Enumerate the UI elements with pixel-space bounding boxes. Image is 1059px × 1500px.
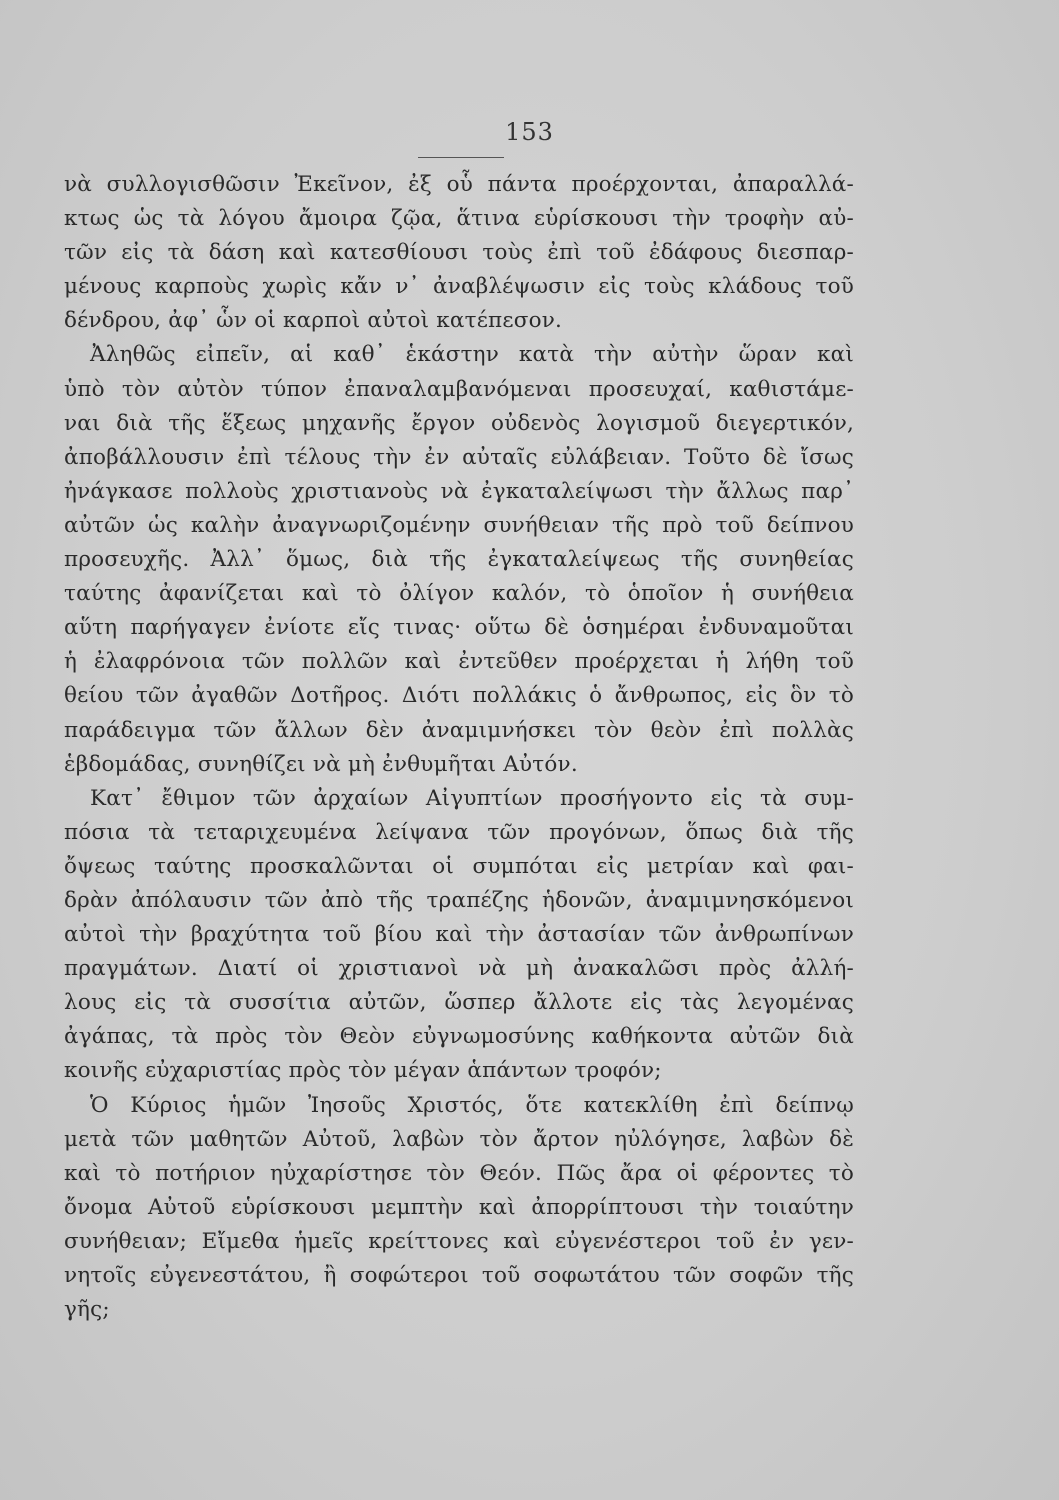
text-line: κοινῆς εὐχαριστίας πρὸς τὸν μέγαν ἁπάντων τροφόν; — [64, 1058, 662, 1084]
page-number: 153 — [505, 118, 554, 146]
text-line: ἀγάπας, τὰ πρὸς τὸν Θεὸν εὐγνωμοσύνης καθήκοντα αὐτῶν διὰ — [64, 1024, 854, 1050]
text-line: νὰ συλλογισθῶσιν Ἐκεῖνον, ἐξ οὗ πάντα προέρχονται, ἀπαραλλά- — [64, 172, 854, 197]
text-line: πόσια τὰ τεταριχευμένα λείψανα τῶν προγόνων, ὅπως διὰ τῆς — [64, 819, 854, 845]
text-line: ἠνάγκασε πολλοὺς χριστιανοὺς νὰ ἐγκαταλείψωσι τὴν ἄλλως παρ᾽ — [64, 478, 854, 504]
body-text — [64, 168, 854, 1327]
text-line: νητοῖς εὐγενεστάτου, ἢ σοφώτεροι τοῦ σοφωτάτου τῶν σοφῶν τῆς — [64, 1263, 854, 1288]
text-line: πραγμάτων. Διατί οἱ χριστιανοὶ νὰ μὴ ἀνακαλῶσι πρὸς ἀλλή- — [64, 956, 854, 982]
text-line: ὄψεως ταύτης προσκαλῶνται οἱ συμπόται εἰς μετρίαν καὶ φαι- — [64, 853, 854, 879]
text-line: ἡ ἐλαφρόνοια τῶν πολλῶν καὶ ἐντεῦθεν προέρχεται ἡ λήθη τοῦ — [64, 649, 854, 675]
page-number-rule — [418, 157, 504, 158]
text-line: ὑπὸ τὸν αὐτὸν τύπον ἐπαναλαμβανόμεναι προσευχαί, καθιστάμε- — [64, 376, 854, 402]
text-line: ναι διὰ τῆς ἕξεως μηχανῆς ἔργον οὐδενὸς λογισμοῦ διεγερτικόν, — [64, 410, 854, 436]
text-line: ἑβδομάδας, συνηθίζει νὰ μὴ ἐνθυμῆται Αὐτόν. — [64, 751, 578, 777]
text-line: μετὰ τῶν μαθητῶν Αὐτοῦ, λαβὼν τὸν ἄρτον ηὐλόγησε, λαβὼν δὲ — [64, 1126, 854, 1152]
text-line: αὐτῶν ὡς καλὴν ἀναγνωριζομένην συνήθειαν τῆς πρὸ τοῦ δείπνου — [64, 512, 854, 538]
text-line: λους εἰς τὰ συσσίτια αὐτῶν, ὥσπερ ἄλλοτε εἰς τὰς λεγομένας — [64, 990, 854, 1016]
text-line: κτως ὡς τὰ λόγου ἄμοιρα ζῷα, ἅτινα εὑρίσκουσι τὴν τροφὴν αὐ- — [64, 206, 854, 232]
text-line: Κατ᾽ ἔθιμον τῶν ἀρχαίων Αἰγυπτίων προσήγοντο εἰς τὰ συμ- — [90, 785, 854, 811]
text-line: ὄνομα Αὐτοῦ εὑρίσκουσι μεμπτὴν καὶ ἀπορρίπτουσι τὴν τοιαύτην — [64, 1194, 854, 1220]
text-line: ταύτης ἀφανίζεται καὶ τὸ ὀλίγον καλόν, τὸ ὁποῖον ἡ συνήθεια — [64, 581, 854, 607]
text-line: Ὁ Κύριος ἡμῶν Ἰησοῦς Χριστός, ὅτε κατεκλίθη ἐπὶ δείπνῳ — [90, 1092, 854, 1118]
text-line: συνήθειαν; Εἴμεθα ἡμεῖς κρείττονες καὶ εὐγενέστεροι τοῦ ἐν γεν- — [64, 1228, 854, 1254]
text-line: θείου τῶν ἀγαθῶν Δοτῆρος. Διότι πολλάκις ὁ ἄνθρωπος, εἰς ὃν τὸ — [64, 683, 854, 709]
text-line: γῆς; — [64, 1297, 110, 1323]
text-line: δρὰν ἀπόλαυσιν τῶν ἀπὸ τῆς τραπέζης ἡδονῶν, ἀναμιμνησκόμενοι — [64, 887, 854, 913]
text-line: δένδρου, ἀφ᾽ ὧν οἱ καρποὶ αὐτοὶ κατέπεσον. — [64, 308, 563, 334]
text-line: τῶν εἰς τὰ δάση καὶ κατεσθίουσι τοὺς ἐπὶ τοῦ ἐδάφους διεσπαρ- — [64, 240, 854, 266]
text-line: παράδειγμα τῶν ἄλλων δὲν ἀναμιμνήσκει τὸν θεὸν ἐπὶ πολλὰς — [64, 717, 854, 743]
text-line: μένους καρποὺς χωρὶς κἄν ν᾽ ἀναβλέψωσιν εἰς τοὺς κλάδους τοῦ — [64, 274, 854, 300]
text-line: προσευχῆς. Ἀλλ᾽ ὅμως, διὰ τῆς ἐγκαταλείψεως τῆς συνηθείας — [64, 547, 854, 573]
text-line: ἀποβάλλουσιν ἐπὶ τέλους τὴν ἐν αὐταῖς εὐλάβειαν. Τοῦτο δὲ ἴσως — [64, 444, 854, 470]
text-line: αὕτη παρήγαγεν ἐνίοτε εἴς τινας· οὕτω δὲ ὁσημέραι ἐνδυναμοῦται — [64, 615, 854, 641]
text-line: αὐτοὶ τὴν βραχύτητα τοῦ βίου καὶ τὴν ἀστασίαν τῶν ἀνθρωπίνων — [64, 922, 854, 948]
text-line: καὶ τὸ ποτήριον ηὐχαρίστησε τὸν Θεόν. Πῶς ἄρα οἱ φέροντες τὸ — [64, 1160, 854, 1186]
text-line: Ἀληθῶς εἰπεῖν, αἱ καθ᾽ ἑκάστην κατὰ τὴν αὐτὴν ὥραν καὶ — [90, 342, 854, 368]
